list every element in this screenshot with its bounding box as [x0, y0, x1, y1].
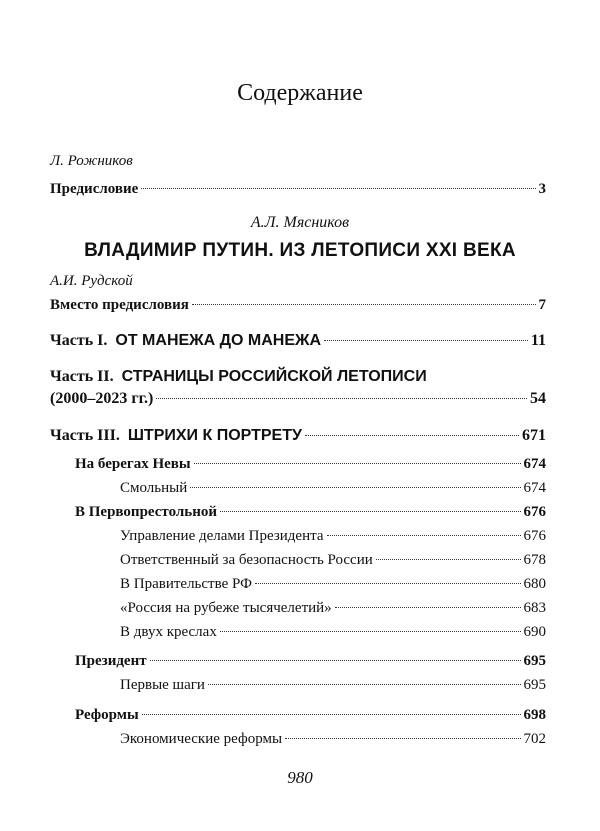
leader-dots	[192, 304, 536, 305]
toc-entry-label: В Правительстве РФ	[120, 576, 252, 592]
toc-entry-preface[interactable]	[50, 178, 546, 200]
leader-dots	[156, 398, 527, 399]
toc-entry-subsection[interactable]	[120, 621, 546, 643]
preface-author: Л. Рожников	[50, 153, 133, 169]
toc-entry-label: Первые шаги	[120, 677, 205, 693]
book-title: ВЛАДИМИР ПУТИН. ИЗ ЛЕТОПИСИ XXI ВЕКА	[84, 240, 516, 261]
toc-entry-page: 683	[523, 600, 546, 616]
toc-entry-part-2-title[interactable]	[50, 366, 427, 388]
toc-entry-section[interactable]	[75, 704, 546, 726]
toc-entry-page: 702	[523, 731, 546, 747]
toc-entry-label: Реформы	[75, 707, 139, 723]
toc-entry-label: В двух креслах	[120, 624, 217, 640]
toc-entry-section[interactable]	[75, 501, 546, 523]
toc-entry-page: 690	[523, 624, 546, 640]
part-prefix: Часть I.	[50, 332, 108, 349]
leader-dots	[190, 487, 520, 488]
leader-dots	[255, 583, 521, 584]
toc-entry-page: 678	[523, 552, 546, 568]
part-title: СТРАНИЦЫ РОССИЙСКОЙ ЛЕТОПИСИ	[121, 368, 427, 385]
leader-dots	[142, 714, 521, 715]
toc-entry-intro[interactable]	[50, 294, 546, 316]
toc-entry-page: 695	[523, 653, 546, 669]
leader-dots	[194, 463, 521, 464]
toc-entry-page: 11	[530, 332, 546, 349]
toc-entry-page: 7	[538, 297, 546, 313]
toc-entry-page: 3	[538, 181, 546, 197]
page-number: 980	[287, 768, 313, 787]
toc-entry-page: 674	[523, 480, 546, 496]
part-prefix: Часть II.	[50, 368, 114, 385]
toc-entry-page: 54	[530, 390, 546, 407]
toc-entry-label: «Россия на рубеже тысячелетий»	[120, 600, 332, 616]
leader-dots	[376, 559, 521, 560]
toc-entry-subsection[interactable]	[120, 728, 546, 750]
toc-entry-label: На берегах Невы	[75, 456, 191, 472]
leader-dots	[285, 738, 520, 739]
toc-entry-label: Президент	[75, 653, 147, 669]
toc-entry-label: Смольный	[120, 480, 188, 496]
intro-author: А.И. Рудской	[50, 273, 133, 289]
part-prefix: Часть III.	[50, 427, 120, 444]
page-title: Содержание	[237, 80, 363, 106]
toc-entry-page: 676	[523, 504, 546, 520]
toc-entry-label: Экономические реформы	[120, 731, 283, 747]
leader-dots	[324, 340, 528, 341]
toc-entry-subsection[interactable]	[120, 573, 546, 595]
part-title: ОТ МАНЕЖА ДО МАНЕЖА	[115, 332, 322, 349]
toc-entry-part-2[interactable]	[50, 388, 546, 410]
toc-entry-subsection[interactable]	[120, 549, 546, 571]
toc-entry-label: В Первопрестольной	[75, 504, 218, 520]
part-title-continued: (2000–2023 гг.)	[50, 390, 154, 407]
toc-entry-part-3[interactable]	[50, 425, 546, 447]
leader-dots	[150, 660, 521, 661]
leader-dots	[335, 607, 521, 608]
leader-dots	[305, 435, 519, 436]
toc-entry-section[interactable]	[75, 453, 546, 475]
toc-entry-subsection[interactable]	[120, 477, 546, 499]
toc-entry-section[interactable]	[75, 650, 546, 672]
toc-entry-label: Вместо предисловия	[50, 297, 189, 313]
toc-entry-page: 698	[523, 707, 546, 723]
toc-entry-page: 671	[522, 427, 546, 444]
book-author: А.Л. Мясников	[250, 214, 350, 231]
leader-dots	[141, 188, 535, 189]
toc-entry-part-1[interactable]	[50, 330, 546, 352]
toc-entry-label: Ответственный за безопасность России	[120, 552, 373, 568]
toc-entry-subsection[interactable]	[120, 525, 546, 547]
toc-entry-page: 680	[523, 576, 546, 592]
toc-entry-label: Управление делами Президента	[120, 528, 324, 544]
toc-entry-subsection[interactable]	[120, 674, 546, 696]
toc-entry-page: 676	[523, 528, 546, 544]
toc-entry-subsection[interactable]	[120, 597, 546, 619]
toc-entry-page: 695	[523, 677, 546, 693]
leader-dots	[327, 535, 521, 536]
leader-dots	[208, 684, 521, 685]
toc-entry-label: Предисловие	[50, 181, 139, 197]
leader-dots	[220, 511, 520, 512]
leader-dots	[220, 631, 521, 632]
toc-entry-page: 674	[523, 456, 546, 472]
part-title: ШТРИХИ К ПОРТРЕТУ	[127, 427, 302, 444]
